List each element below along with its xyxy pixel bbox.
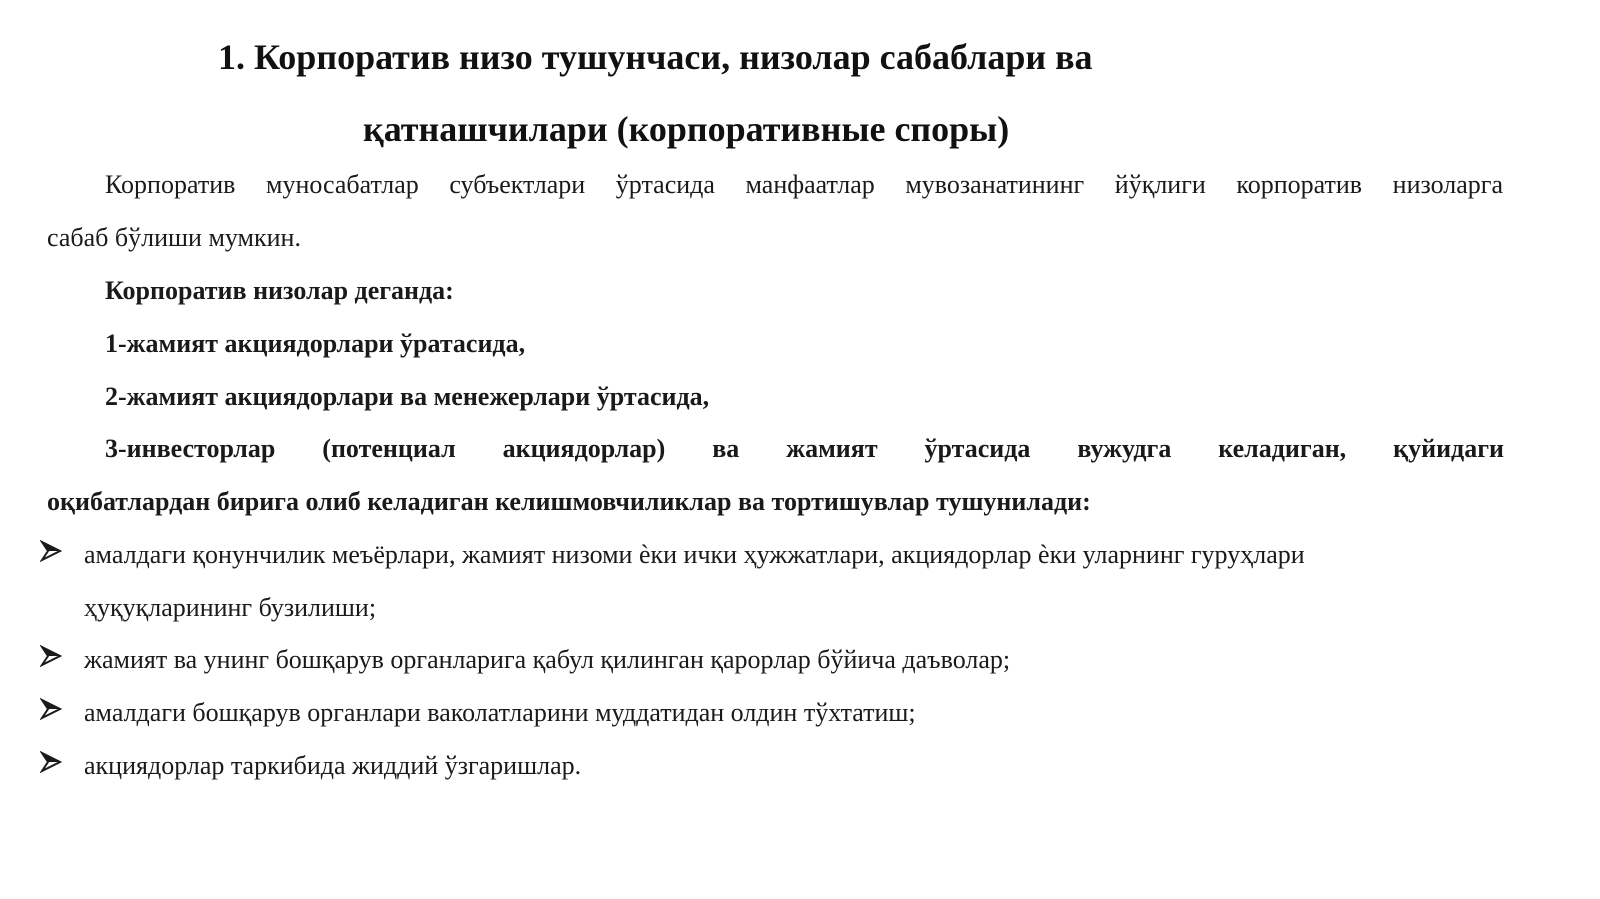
numbered-item-3-line-2: оқибатлардан бирига олиб келадиган келишмовчиликлар ва тортишувлар тушунилади: bbox=[47, 487, 1091, 516]
numbered-item-2: 2-жамият акциядорлари ва менежерлари ўртасида, bbox=[105, 382, 710, 411]
arrowhead-bullet-icon bbox=[40, 698, 62, 720]
bullet-item-4: акциядорлар таркибида жиддий ўзгаришлар. bbox=[84, 751, 582, 780]
arrowhead-bullet-icon bbox=[40, 751, 62, 773]
bullet-item-2: жамият ва унинг бошқарув органларига қабул қилинган қарорлар бўйича даъволар; bbox=[84, 645, 1011, 674]
definition-heading: Корпоратив низолар деганда: bbox=[105, 276, 454, 305]
page-title-line-1: 1. Корпоратив низо тушунчаси, низолар сабаблари ва bbox=[218, 37, 1093, 77]
intro-line-1: Корпоратив муносабатлар субъектлари ўртасида манфаатлар мувозанатининг йўқлиги корпоратив низоларга bbox=[105, 170, 1503, 199]
numbered-item-1: 1-жамият акциядорлари ўратасида, bbox=[105, 329, 526, 358]
bullet-item-1-line-1: амалдаги қонунчилик меъёрлари, жамият низоми ѐки ички ҳужжатлари, акциядорлар ѐки уларнинг гуруҳлари bbox=[84, 540, 1305, 569]
arrowhead-bullet-icon bbox=[40, 540, 62, 562]
intro-line-2: сабаб бўлиши мумкин. bbox=[47, 223, 301, 252]
page-title-line-2: қатнашчилари (корпоративные споры) bbox=[363, 109, 1010, 149]
bullet-item-1-line-2: ҳуқуқларининг бузилиши; bbox=[84, 593, 377, 622]
bullet-item-3: амалдаги бошқарув органлари ваколатларини муддатидан олдин тўхтатиш; bbox=[84, 698, 916, 727]
numbered-item-3-line-1: 3-инвесторлар (потенциал акциядорлар) ва жамият ўртасида вужудга келадиган, қуйидаги bbox=[105, 434, 1504, 463]
arrowhead-bullet-icon bbox=[40, 645, 62, 667]
